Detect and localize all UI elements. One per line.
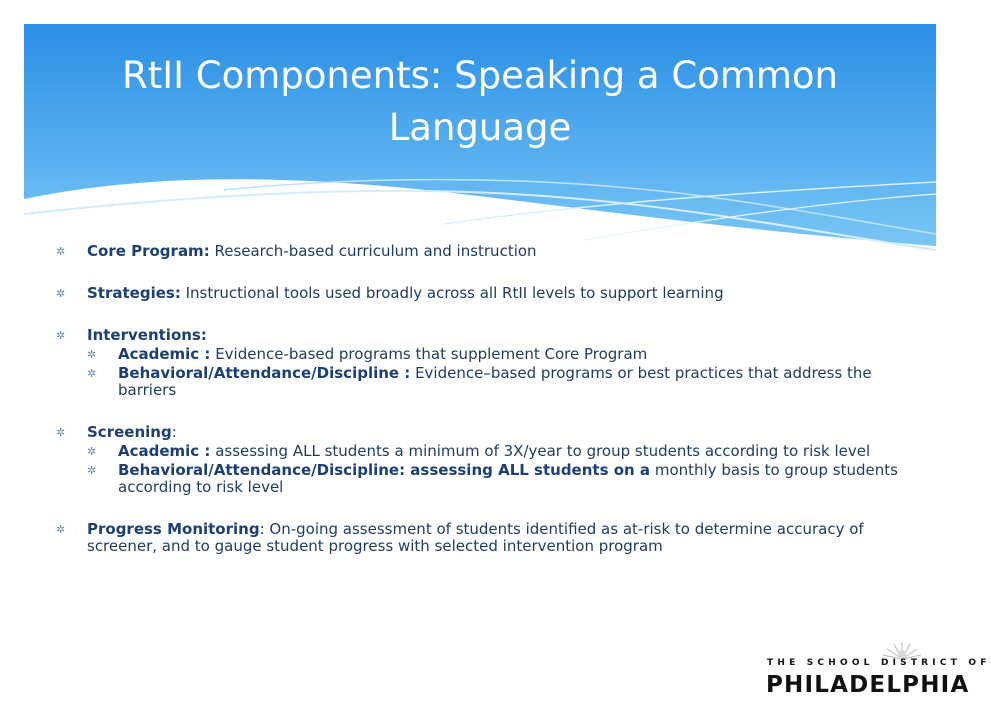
sub-item-text: monthly basis to group students according to risk level bbox=[118, 461, 898, 496]
list-item-progress-monitoring bbox=[56, 521, 926, 555]
sub-item-text: Evidence–based programs or best practices that address the barriers bbox=[118, 364, 872, 399]
item-text: : On-going assessment of students identified as at-risk to determine accuracy of screener, and to gauge student progress with selected intervention program bbox=[87, 520, 864, 555]
item-label: Core Program: bbox=[87, 242, 210, 260]
logo-top-text: THE SCHOOL DISTRICT OF bbox=[767, 658, 991, 668]
school-district-logo bbox=[762, 640, 991, 710]
asterisk-bullet-icon: ✲ bbox=[56, 523, 66, 536]
list-item-interventions bbox=[56, 327, 926, 344]
sub-item-screening-behavioral bbox=[56, 462, 926, 496]
item-label: Screening bbox=[87, 423, 172, 441]
sub-item-label: Behavioral/Attendance/Discipline : bbox=[118, 364, 411, 382]
item-text: Research-based curriculum and instruction bbox=[209, 242, 537, 260]
asterisk-bullet-icon: ✲ bbox=[56, 426, 66, 439]
item-label: Progress Monitoring bbox=[87, 520, 260, 538]
asterisk-bullet-icon: ✲ bbox=[87, 464, 97, 477]
list-item-core-program bbox=[56, 243, 926, 260]
sub-item-interventions-academic bbox=[56, 346, 926, 363]
asterisk-bullet-icon: ✲ bbox=[56, 329, 66, 342]
sub-item-label: Academic : bbox=[118, 442, 211, 460]
sub-item-interventions-behavioral bbox=[56, 365, 926, 399]
liberty-bell-rays-icon bbox=[880, 640, 924, 660]
slide-header bbox=[24, 24, 936, 254]
item-text: Instructional tools used broadly across all RtII levels to support learning bbox=[180, 284, 724, 302]
list-item-strategies bbox=[56, 285, 926, 302]
list-item-screening bbox=[56, 424, 926, 441]
asterisk-bullet-icon: ✲ bbox=[56, 287, 66, 300]
logo-bottom-text: PHILADELPHIA bbox=[766, 672, 970, 698]
sub-item-text: assessing ALL students a minimum of 3X/year to group students according to risk level bbox=[210, 442, 871, 460]
asterisk-bullet-icon: ✲ bbox=[87, 348, 97, 361]
sub-item-label: Academic : bbox=[118, 345, 211, 363]
sub-item-screening-academic bbox=[56, 443, 926, 460]
asterisk-bullet-icon: ✲ bbox=[87, 445, 97, 458]
slide-title: RtII Components: Speaking a Common Language bbox=[121, 54, 838, 149]
sub-item-text: Evidence-based programs that supplement Core Program bbox=[210, 345, 648, 363]
item-label: Strategies: bbox=[87, 284, 181, 302]
asterisk-bullet-icon: ✲ bbox=[56, 245, 66, 258]
item-text: : bbox=[171, 423, 177, 441]
sub-item-label: Behavioral/Attendance/Discipline: assessing ALL students on a bbox=[118, 461, 651, 479]
bullet-list bbox=[56, 243, 926, 555]
asterisk-bullet-icon: ✲ bbox=[87, 367, 97, 380]
item-label: Interventions: bbox=[87, 326, 207, 344]
